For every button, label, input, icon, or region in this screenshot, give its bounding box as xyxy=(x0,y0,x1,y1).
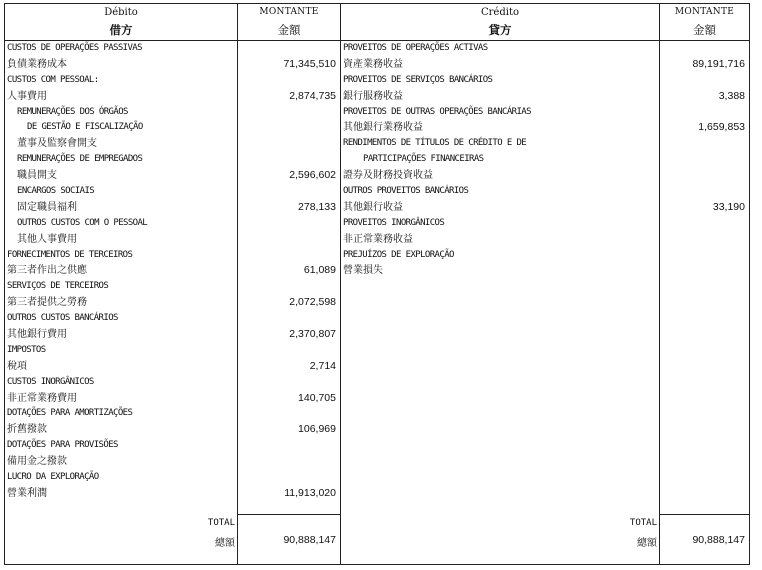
credit-row-amount xyxy=(660,248,749,264)
debit-rows xyxy=(5,41,237,502)
debit-total-label-zh: 總額 xyxy=(215,538,235,549)
credit-total-label-zh: 總額 xyxy=(637,538,657,549)
credit-row-amount xyxy=(660,136,749,152)
credit-row-label: RENDIMENTOS DE TÍTULOS DE CRÉDITO E DE xyxy=(343,138,527,149)
credit-title-zh: 貸方 xyxy=(488,23,512,37)
debit-title-pt: Débito xyxy=(104,7,138,18)
debit-row-amount: 61,089 xyxy=(303,264,336,277)
credit-row-amount: 89,191,716 xyxy=(692,57,745,70)
debit-row-label: 其他人事費用 xyxy=(17,233,77,245)
debit-row-amount xyxy=(238,216,340,232)
credit-header xyxy=(341,4,659,41)
credit-row-amount xyxy=(660,184,749,200)
debit-row-label: ENCARGOS SOCIAIS xyxy=(17,186,95,197)
credit-amount-title-zh: 金額 xyxy=(693,23,716,37)
debit-row-amount: 2,596,602 xyxy=(289,169,336,182)
debit-row-label: SERVIÇOS DE TERCEIROS xyxy=(7,281,109,292)
credit-row-amount xyxy=(660,232,749,248)
debit-row-amount: 2,072,598 xyxy=(289,296,336,309)
credit-row-label: 非正常業務收益 xyxy=(343,233,413,245)
debit-row-label: OUTROS CUSTOS COM O PESSOAL xyxy=(17,217,148,228)
credit-row-amount xyxy=(660,73,749,89)
debit-row-amount xyxy=(238,470,340,486)
debit-row-label: CUSTOS INORGÂNICOS xyxy=(7,376,94,387)
debit-row-label: REMUNERAÇÕES DE EMPREGADOS xyxy=(17,154,143,165)
credit-column xyxy=(340,3,660,565)
debit-row-amount xyxy=(238,41,340,57)
credit-row-label: 證券及財務投資收益 xyxy=(343,170,433,182)
credit-amounts xyxy=(660,41,749,279)
debit-column xyxy=(4,3,238,565)
debit-row-label: 稅項 xyxy=(7,360,27,372)
debit-header xyxy=(5,4,237,41)
debit-row-amount xyxy=(238,343,340,359)
debit-row-amount xyxy=(238,375,340,391)
debit-row-label: 固定職員福利 xyxy=(17,201,77,213)
debit-row-amount xyxy=(238,120,340,136)
credit-row-label: 營業損失 xyxy=(343,265,383,277)
debit-row-label: REMUNERAÇÕES DOS ÓRGÃOS xyxy=(17,106,128,117)
credit-rows xyxy=(341,41,659,279)
debit-amount-title-zh: 金額 xyxy=(277,23,301,37)
debit-row-amount xyxy=(238,248,340,264)
debit-row-label: 折舊撥款 xyxy=(7,424,47,436)
debit-row-amount xyxy=(238,136,340,152)
credit-row-label: PROVEITOS DE SERVIÇOS BANCÁRIOS xyxy=(343,74,493,85)
credit-row-amount xyxy=(660,263,749,279)
debit-row-amount xyxy=(238,454,340,470)
debit-row-amount: 106,969 xyxy=(298,423,336,436)
debit-row-label: FORNECIMENTOS DE TERCEIROS xyxy=(7,249,133,260)
debit-row-amount xyxy=(238,184,340,200)
credit-row-label: PROVEITOS DE OUTRAS OPERAÇÕES BANCÁRIAS xyxy=(343,106,531,117)
credit-total-amount: 90,888,147 xyxy=(692,534,745,546)
debit-row-label: DOTAÇÕES PARA PROVISÕES xyxy=(7,440,118,451)
credit-row-label: 銀行服務收益 xyxy=(343,90,403,102)
debit-row-amount xyxy=(238,152,340,168)
debit-row-label: CUSTOS COM PESSOAL: xyxy=(7,74,99,85)
credit-total-rule xyxy=(660,514,749,515)
credit-row-label: OUTROS PROVEITOS BANCÁRIOS xyxy=(343,186,469,197)
debit-row-label: DE GESTÃO E FISCALIZAÇÃO xyxy=(27,122,143,133)
credit-row-amount xyxy=(660,41,749,57)
credit-row-label: 資產業務收益 xyxy=(343,58,403,70)
debit-row-amount xyxy=(238,438,340,454)
debit-row-amount xyxy=(238,105,340,121)
debit-row-amount: 140,705 xyxy=(298,391,336,404)
debit-row-label: 第三者提供之勞務 xyxy=(7,297,87,309)
debit-row-amount: 2,370,807 xyxy=(289,328,336,341)
credit-amount-column xyxy=(659,3,750,565)
debit-row-label: OUTROS CUSTOS BANCÁRIOS xyxy=(7,313,118,324)
debit-total-label-pt: TOTAL xyxy=(207,518,235,528)
debit-total-amount: 90,888,147 xyxy=(283,534,336,546)
debit-row-amount xyxy=(238,279,340,295)
credit-row-amount xyxy=(660,152,749,168)
income-statement xyxy=(4,3,750,565)
credit-row-amount xyxy=(660,105,749,121)
debit-row-amount xyxy=(238,311,340,327)
debit-row-label: 人事費用 xyxy=(7,90,47,102)
debit-row-label: 第三者作出之供應 xyxy=(7,265,87,277)
credit-row-amount: 3,388 xyxy=(718,89,745,102)
debit-row-amount xyxy=(238,73,340,89)
debit-row-label: 其他銀行費用 xyxy=(7,329,67,341)
debit-row-label: DOTAÇÕES PARA AMORTIZAÇÕES xyxy=(7,408,133,419)
debit-amounts xyxy=(238,41,340,502)
debit-row-label: CUSTOS DE OPERAÇÕES PASSIVAS xyxy=(7,43,142,53)
debit-row-amount xyxy=(238,232,340,248)
debit-row-label: 職員開支 xyxy=(17,170,57,182)
debit-row-label: 備用金之撥款 xyxy=(7,456,67,468)
credit-row-amount xyxy=(660,168,749,184)
debit-total-rule xyxy=(238,514,340,515)
debit-row-amount xyxy=(238,406,340,422)
credit-amount-header xyxy=(660,4,749,41)
debit-row-amount: 71,345,510 xyxy=(283,57,336,70)
credit-total-label-pt: TOTAL xyxy=(629,518,657,528)
credit-row-label: PROVEITOS DE OPERAÇÕES ACTIVAS xyxy=(343,43,488,53)
credit-title-pt: Crédito xyxy=(481,7,519,18)
debit-row-label: IMPOSTOS xyxy=(7,344,46,355)
debit-amount-title-pt: MONTANTE xyxy=(259,7,319,17)
debit-amount-header xyxy=(238,4,340,41)
credit-row-label: 其他銀行收益 xyxy=(343,201,403,213)
credit-row-label: PREJUÍZOS DE EXPLORAÇÃO xyxy=(343,249,454,260)
credit-row-label: PARTICIPAÇÕES FINANCEIRAS xyxy=(363,154,484,165)
debit-row-amount: 2,874,735 xyxy=(289,89,336,102)
credit-row-amount: 33,190 xyxy=(712,200,745,213)
debit-title-zh: 借方 xyxy=(109,23,133,37)
debit-row-label: 負債業務成本 xyxy=(7,58,67,70)
debit-row-label: LUCRO DA EXPLORAÇÃO xyxy=(7,472,99,483)
credit-row-amount: 1,659,853 xyxy=(698,121,745,134)
credit-row-label: 其他銀行業務收益 xyxy=(343,122,423,134)
debit-row-label: 非正常業務費用 xyxy=(7,392,77,404)
debit-row-amount: 278,133 xyxy=(298,200,336,213)
debit-row-amount: 2,714 xyxy=(309,359,336,372)
credit-amount-title-pt: MONTANTE xyxy=(674,7,735,17)
debit-row-label: 營業利潤 xyxy=(7,487,47,499)
credit-row-amount xyxy=(660,216,749,232)
debit-row-amount: 11,913,020 xyxy=(284,486,336,499)
credit-row-label: PROVEITOS INORGÂNICOS xyxy=(343,217,445,228)
debit-amount-column xyxy=(237,3,341,565)
debit-row-label: 董事及監察會開支 xyxy=(17,138,97,150)
